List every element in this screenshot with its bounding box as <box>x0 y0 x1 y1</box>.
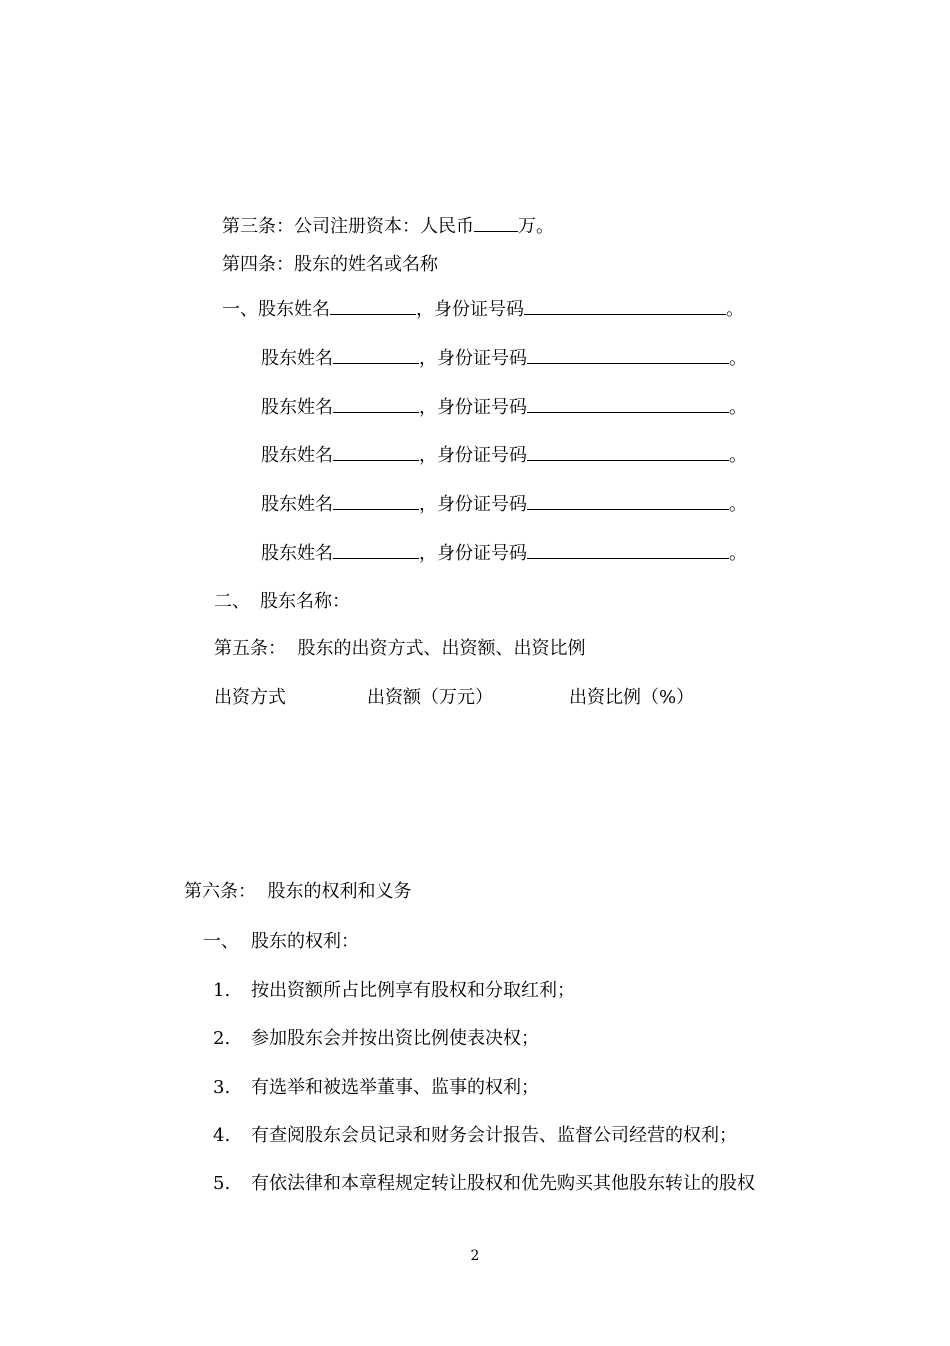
id-label: ，身份证号码 <box>416 299 524 320</box>
rights-label: 股东的权利： <box>251 931 359 952</box>
name-blank <box>333 442 419 461</box>
id-label: ，身份证号码 <box>419 494 527 515</box>
name-blank <box>333 345 419 364</box>
name-blank <box>333 540 419 559</box>
item-number: 5. <box>213 1173 231 1194</box>
rights-num: 一、 <box>203 931 239 952</box>
id-blank <box>527 491 729 510</box>
list-item <box>213 1076 539 1100</box>
name-blank <box>330 296 416 315</box>
item-text: 有依法律和本章程规定转让股权和优先购买其他股东转让的股权 <box>251 1173 755 1194</box>
row-end: 。 <box>729 445 747 466</box>
id-blank <box>524 296 726 315</box>
article6-title: 第六条： 股东的权利和义务 <box>184 881 412 902</box>
id-label: ，身份证号码 <box>419 397 527 418</box>
page-number: 2 <box>470 1248 480 1264</box>
row-end: 。 <box>729 348 747 369</box>
id-label: ，身份证号码 <box>419 348 527 369</box>
shareholder-row <box>261 394 747 420</box>
shareholder-row <box>261 540 747 566</box>
section2-num: 二、 <box>214 591 250 612</box>
item-number: 2. <box>213 1028 231 1049</box>
name-label: 股东姓名 <box>261 494 333 515</box>
name-blank <box>333 491 419 510</box>
list-item <box>213 1027 539 1051</box>
shareholder-row <box>261 442 747 468</box>
item-text: 有查阅股东会员记录和财务会计报告、监督公司经营的权利； <box>251 1125 737 1146</box>
id-blank <box>527 540 729 559</box>
column-contribution-ratio: 出资比例（%） <box>569 687 695 708</box>
id-blank <box>527 394 729 413</box>
column-contribution-amount: 出资额（万元） <box>367 687 493 708</box>
row-end: 。 <box>729 543 747 564</box>
shareholder-row <box>222 296 744 322</box>
list-item <box>213 1124 737 1148</box>
rights-heading <box>203 930 359 954</box>
item-text: 参加股东会并按出资比例使表决权； <box>251 1028 539 1049</box>
id-label: ，身份证号码 <box>419 543 527 564</box>
shareholder-row <box>261 491 747 517</box>
id-blank <box>527 442 729 461</box>
row-end: 。 <box>726 299 744 320</box>
item-text: 有选举和被选举董事、监事的权利； <box>251 1077 539 1098</box>
id-blank <box>527 345 729 364</box>
item-text: 按出资额所占比例享有股权和分取红利； <box>251 980 575 1001</box>
item-number: 1. <box>213 980 231 1001</box>
list-item <box>213 979 575 1003</box>
name-label: 股东姓名 <box>261 397 333 418</box>
name-label: 股东姓名 <box>261 348 333 369</box>
item-number: 3. <box>213 1077 231 1098</box>
name-blank <box>333 394 419 413</box>
section2-line <box>214 590 350 614</box>
name-label: 股东姓名 <box>258 299 330 320</box>
article3-line <box>222 213 554 239</box>
item-number: 4. <box>213 1125 231 1146</box>
first-prefix: 一、 <box>222 299 258 320</box>
article5-title: 第五条： 股东的出资方式、出资额、出资比例 <box>214 638 586 659</box>
article3-suffix: 万。 <box>518 216 554 237</box>
row-end: 。 <box>729 397 747 418</box>
row-end: 。 <box>729 494 747 515</box>
capital-blank <box>474 213 518 232</box>
list-item <box>213 1172 755 1196</box>
name-label: 股东姓名 <box>261 445 333 466</box>
column-contribution-method: 出资方式 <box>214 687 286 708</box>
article3-prefix: 第三条：公司注册资本：人民币 <box>222 216 474 237</box>
id-label: ，身份证号码 <box>419 445 527 466</box>
shareholder-row <box>261 345 747 371</box>
article4-title: 第四条：股东的姓名或名称 <box>222 254 438 275</box>
name-label: 股东姓名 <box>261 543 333 564</box>
section2-label: 股东名称： <box>260 591 350 612</box>
